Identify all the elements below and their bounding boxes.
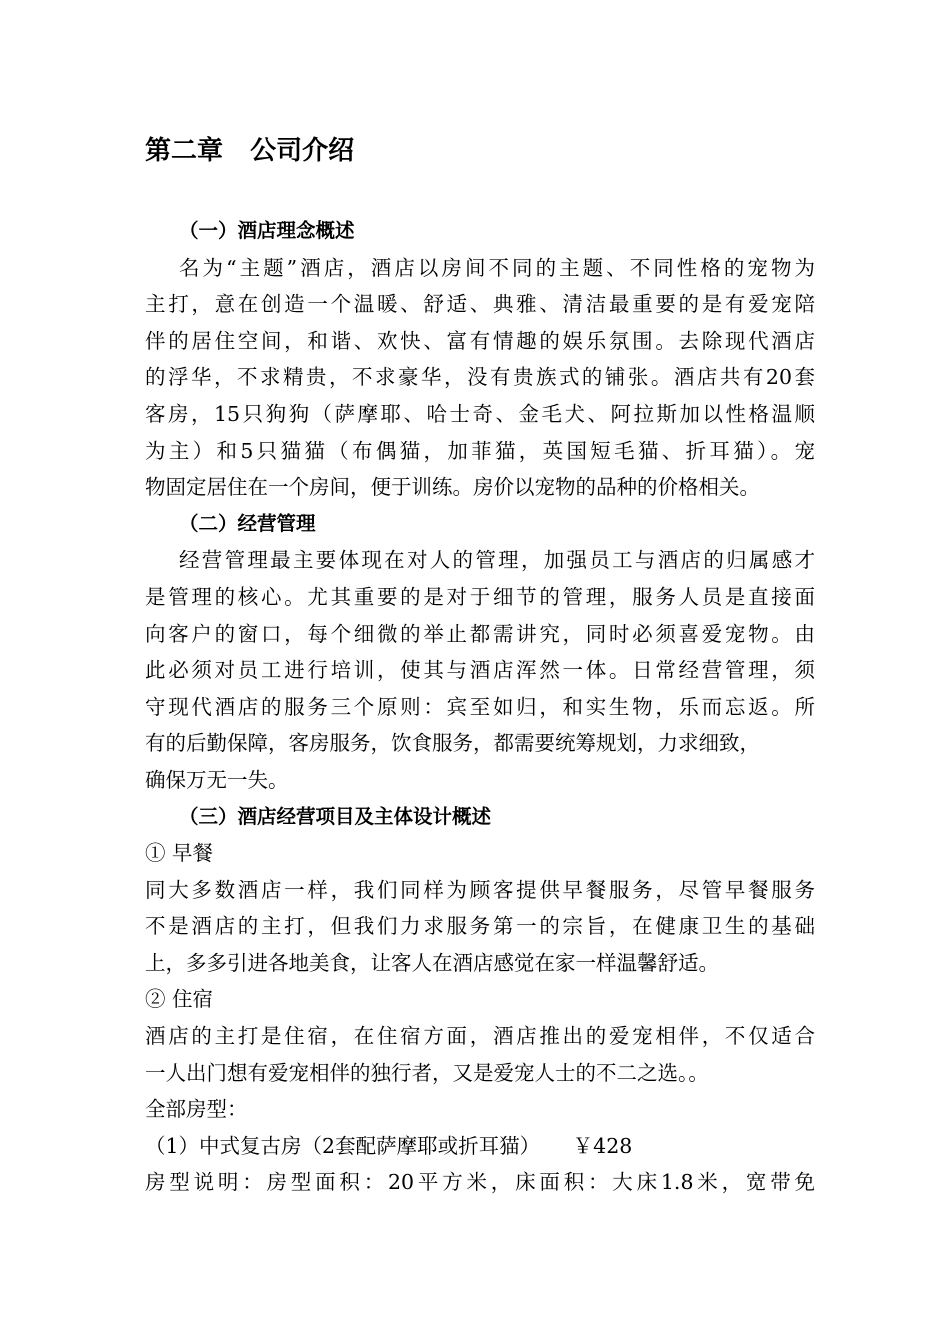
item-title-accommodation: ② 住宿 (145, 987, 214, 1012)
paragraph-line: 为主）和5只猫猫（布偶猫，加菲猫，英国短毛猫、折耳猫）。宠 (145, 438, 815, 463)
paragraph-line: 物固定居住在一个房间，便于训练。房价以宠物的品种的价格相关。 (145, 475, 760, 500)
paragraph-line: 的浮华，不求精贵，不求豪华，没有贵族式的铺张。酒店共有20套 (145, 365, 815, 390)
paragraph-line: 伴的居住空间，和谐、欢快、富有情趣的娱乐氛围。去除现代酒店 (145, 328, 815, 353)
paragraph-line: 守现代酒店的服务三个原则：宾至如归，和实生物，乐而忘返。所 (145, 694, 815, 719)
paragraph-line: 经营管理最主要体现在对人的管理，加强员工与酒店的归属感才 (179, 548, 815, 573)
paragraph-line: 一人出门想有爱宠相伴的独行者，又是爱宠人士的不二之选。。 (145, 1060, 709, 1085)
section-heading-hotel-concept: （一）酒店理念概述 (179, 219, 355, 242)
paragraph-line: 主打，意在创造一个温暖、舒适、典雅、清洁最重要的是有爱宠陪 (145, 292, 815, 317)
paragraph-line: 不是酒店的主打，但我们力求服务第一的宗旨，在健康卫生的基础 (145, 914, 815, 939)
paragraph-line: 向客户的窗口，每个细微的举止都需讲究，同时必须喜爱宠物。由 (145, 621, 815, 646)
room-types-label: 全部房型： (145, 1097, 248, 1122)
item-title-breakfast: ① 早餐 (145, 841, 214, 866)
paragraph-line: 是管理的核心。尤其重要的是对于细节的管理，服务人员是直接面 (145, 584, 815, 609)
paragraph-line: 确保万无一失。 (145, 767, 289, 792)
paragraph-line: 此必须对员工进行培训，使其与酒店浑然一体。日常经营管理，须 (145, 658, 815, 683)
paragraph-line: 上，多多引进各地美食，让客人在酒店感觉在家一样温馨舒适。 (145, 950, 719, 975)
room-type-line: （1）中式复古房（2套配萨摩耶或折耳猫） ￥428 (145, 1133, 633, 1158)
paragraph-line: 同大多数酒店一样，我们同样为顾客提供早餐服务，尽管早餐服务 (145, 877, 815, 902)
paragraph-line: 有的后勤保障，客房服务，饮食服务，都需要统筹规划，力求细致， (145, 731, 760, 756)
chapter-title: 第二章 公司介绍 (145, 136, 355, 166)
paragraph-line: 名为“主题”酒店，酒店以房间不同的主题、不同性格的宠物为 (179, 255, 815, 280)
document-body (145, 213, 815, 1201)
room-description-line: 房型说明：房型面积：20平方米，床面积：大床1.8米，宽带免 (145, 1170, 815, 1195)
paragraph-line: 酒店的主打是住宿，在住宿方面，酒店推出的爱宠相伴，不仅适合 (145, 1024, 815, 1049)
paragraph-line: 客房，15只狗狗（萨摩耶、哈士奇、金毛犬、阿拉斯加以性格温顺 (145, 401, 815, 426)
section-heading-business-projects: （三）酒店经营项目及主体设计概述 (179, 804, 492, 828)
section-heading-operations-management: （二）经营管理 (179, 511, 316, 535)
